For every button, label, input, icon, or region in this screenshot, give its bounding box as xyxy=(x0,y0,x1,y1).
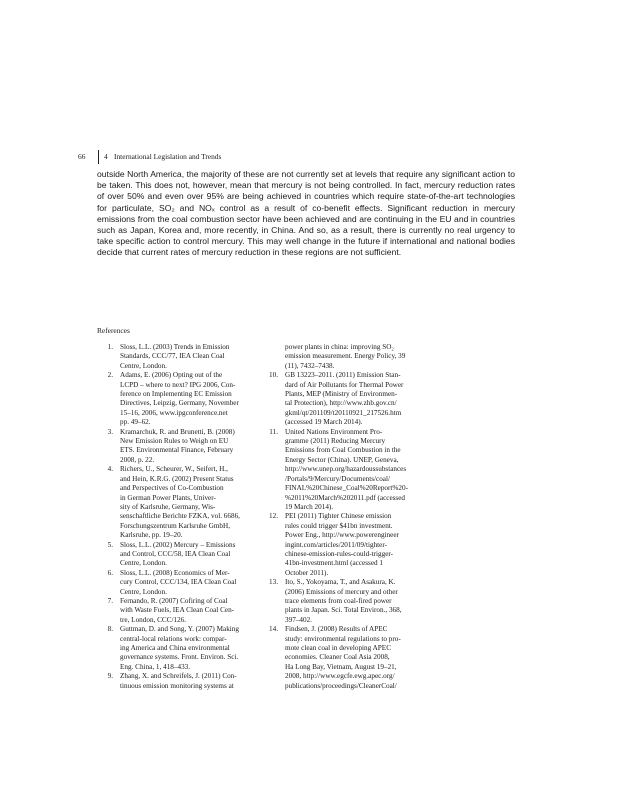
reference-item xyxy=(97,597,277,625)
reference-item xyxy=(97,343,277,371)
reference-number: 5. xyxy=(107,540,113,549)
reference-number: 3. xyxy=(107,427,113,436)
reference-text: Adams, E. (2006) Opting out of the LCPD – where to next? IPG 2006, Con- ference on Implementing EC Emission Directives, Leipzig, Germany, November 15–16, 2006, www.ipgconference.net pp. 49–62. xyxy=(120,371,239,427)
reference-text: Ito, S., Yokoyama, T., and Asakura, K. (2006) Emissions of mercury and other trace elements from coal-fired power plants in Japan. Sci. Total Environ., 368, 397–402. xyxy=(285,578,402,624)
reference-number: 14. xyxy=(269,625,278,634)
reference-number: 10. xyxy=(269,371,278,380)
reference-text: Findsen, J. (2008) Results of APEC study: environmental regulations to pro- mote clean coal in developing APEC economies. Cleaner Coal Asia 2008, Ha Long Bay, Vietnam, August 19–21, 2008, http://www.egcfe.ewg.apec.org/ publications/proceedings/CleanerCoal/ xyxy=(285,625,401,690)
reference-text: Sloss, L.L. (2002) Mercury – Emissions and Control, CCC/58, IEA Clean Coal Centre, London. xyxy=(120,540,236,568)
running-head xyxy=(64,150,504,164)
reference-text: GB 13223–2011. (2011) Emission Stan- dard of Air Pollutants for Thermal Power Plants, MEP (Ministry of Environmen- tal Protection), http://www.zhb.gov.cn/ gkml/qt/201109/t20110921_217526.htm (accessed 19 March 2014). xyxy=(285,371,404,427)
reference-item xyxy=(97,428,277,466)
reference-number: 8. xyxy=(107,625,113,634)
reference-item xyxy=(97,569,277,597)
reference-item xyxy=(97,625,277,672)
references-heading: References xyxy=(97,326,130,335)
reference-text: Sloss, L.L. (2003) Trends in Emission Standards, CCC/77, IEA Clean Coal Centre, London. xyxy=(120,343,230,370)
reference-number: 11. xyxy=(269,427,278,436)
reference-number: 7. xyxy=(107,596,113,605)
reference-item xyxy=(262,428,442,513)
reference-text: PEI (2011) Tighter Chinese emission rules could trigger $41bn investment. Power Eng., http://www.powerengineer ingint.com/articles/2011/09/tighter- chinese-emission-rules-could-trigger- 41bn-investment.html (accessed 1 October 2011). xyxy=(285,512,399,577)
reference-item xyxy=(262,343,442,371)
reference-item xyxy=(262,512,442,578)
reference-number: 1. xyxy=(107,343,113,351)
reference-number: 2. xyxy=(107,371,113,380)
reference-item xyxy=(97,541,277,569)
reference-text: Richers, U., Scheurer, W., Seifert, H., and Hein, K.R.G. (2002) Present Status and Perspectives of Co-Combustion in German Power Plants, Univer- sity of Karlsruhe, Germany, Wis- senschaftliche Berichte FZKA, vol. 6686, Forschungszentrum Karlsruhe GmbH, Karlsruhe, pp. 19–20. xyxy=(120,465,240,540)
reference-text: Kramarchuk, R. and Brunetti, B. (2008) New Emission Rules to Weigh on EU ETS. Environmental Finance, February 2008, p. 22. xyxy=(120,427,235,464)
reference-number: 4. xyxy=(107,465,113,474)
reference-number: 12. xyxy=(269,512,278,521)
reference-text: Fernando, R. (2007) Cofiring of Coal with Waste Fuels, IEA Clean Coal Cen- tre, London, CCC/126. xyxy=(120,596,235,624)
reference-item xyxy=(262,625,442,691)
reference-item xyxy=(262,371,442,427)
reference-text: Guttman, D. and Song, Y. (2007) Making central-local relations work: compar- ing America and China environmental governance systems. Front. Environ. Sci. Eng. China, 1, 418–433. xyxy=(120,625,239,671)
references-column-left xyxy=(97,343,277,691)
reference-number: 9. xyxy=(107,672,113,681)
reference-number: 13. xyxy=(269,578,278,587)
reference-text: Sloss, L.L. (2008) Economics of Mer- cury Control, CCC/134, IEA Clean Coal Centre, London. xyxy=(120,568,237,596)
chapter-title: International Legislation and Trends xyxy=(114,152,222,161)
body-paragraph: outside North America, the majority of these are not currently set at levels that require any significant action to be taken. This does not, however, mean that mercury is not being controlled. In fact, mercury reduction rates of over 50% and even over 95% are being achieved in countries which require state-of-the-art technologies for particulate, SO₂ and NOₓ control as a result of co-benefit effects. Significant reduction in mercury emissions from the coal combustion sector have been achieved and are continuing in the EU and in countries such as Japan, Korea and, more recently, in China. And so, as a result, there is currently no real urgency to take specific action to control mercury. This may well change in the future if international and national bodies decide that current rates of mercury reduction in these regions are not sufficient. xyxy=(97,169,515,258)
reference-number: 6. xyxy=(107,568,113,577)
page-number: 66 xyxy=(78,152,86,161)
reference-text: United Nations Environment Pro- gramme (2011) Reducing Mercury Emissions from Coal Combustion in the Energy Sector (China). UNEP, Geneva, http://www.unep.org/hazardoussubstances /Portals/9/Mercury/Documents/coal/ FINAL%20Chinese_Coal%20Report%20- %2011%20March%202011.pdf (accessed 19 March 2014). xyxy=(285,427,408,511)
reference-item xyxy=(97,672,277,691)
reference-item xyxy=(262,578,442,625)
references-column-right xyxy=(262,343,442,691)
chapter-number: 4 xyxy=(104,152,108,161)
reference-item xyxy=(97,465,277,540)
reference-item xyxy=(97,371,277,427)
reference-text: power plants in china: improving SO₂ emission measurement. Energy Policy, 39 (11), 7432–7438. xyxy=(285,343,406,370)
running-head-divider xyxy=(98,150,99,164)
reference-text: Zhang, X. and Schreifels, J. (2011) Con- tinuous emission monitoring systems at xyxy=(120,672,237,690)
